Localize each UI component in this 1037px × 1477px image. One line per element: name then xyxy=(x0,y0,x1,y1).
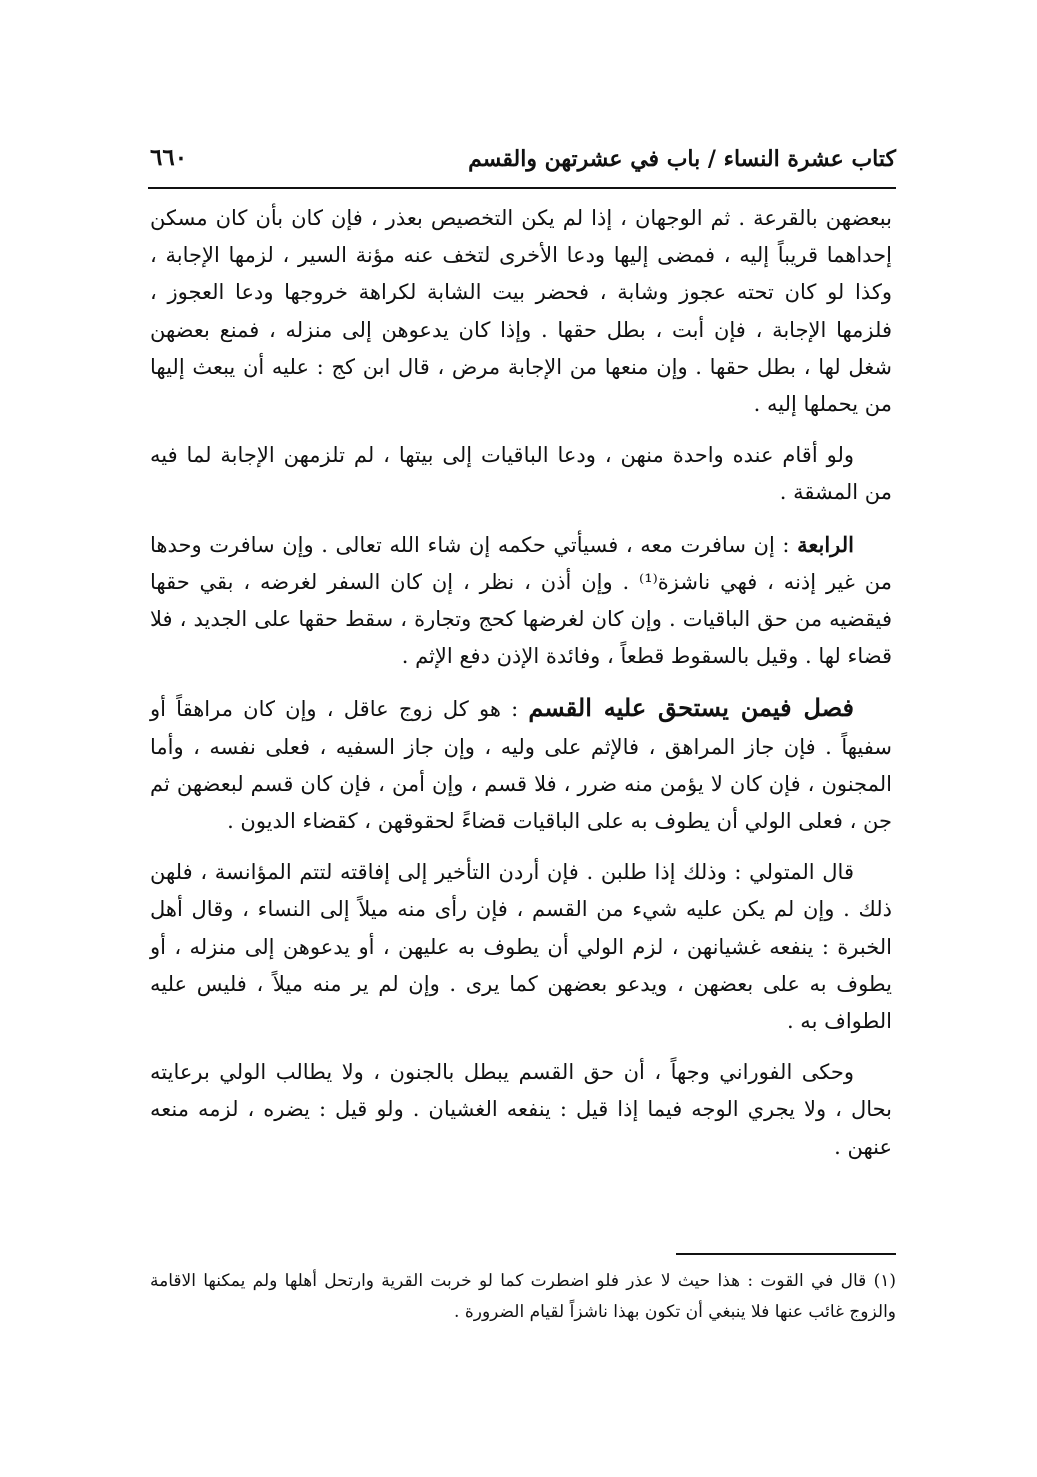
running-header xyxy=(148,140,896,184)
running-title: كتاب عشرة النساء / باب في عشرتهن والقسم xyxy=(468,146,896,172)
paragraph-lead: الرابعة xyxy=(797,531,854,557)
paragraph-text: : هو كل زوج عاقل ، وإن كان مراهقاً أو سفيهاً . فإن جاز المراهق ، فالإثم على وليه ، وإن جاز السفيه ، فعلى نفسه ، وأما المجنون ، فإن كان لا يؤمن منه ضرر ، فلا قسم ، وإن أمن ، فإن كان قسم لبعضهن ثم جن ، فعلى الولي أن يطوف به على الباقيات قضاءً لحقوقهن ، كقضاء الديون . xyxy=(150,697,892,834)
page-number: ٦٦٠ xyxy=(150,144,188,171)
section-heading-paragraph xyxy=(150,689,892,840)
paragraph-text: ببعضهن بالقرعة . ثم الوجهان ، إذا لم يكن التخصيص بعذر ، فإن كان بأن كان مسكن إحداهما قريباً إليه ، فمضى إليها ودعا الأخرى لتخف عنه مؤنة السير ، لزمها الإجابة ، وكذا لو كان تحته عجوز وشابة ، فحضر بيت الشابة لكراهة خروجها ودعا العجوز ، فلزمها الإجابة ، فإن أبت ، بطل حقها . وإذا كان يدعوهن إلى منزله ، فمنع بعضهن شغل لها ، بطل حقها . وإن منعها من الإجابة مرض ، قال ابن كج : عليه أن يبعث إليها من يحملها إليه . xyxy=(150,206,892,417)
paragraph-text: : إن سافرت معه ، فسيأتي حكمه إن شاء الله تعالى . وإن سافرت وحدها من غير إذنه ، فهي ناشزة⁽¹⁾ . وإن أذن ، نظر ، إن كان السفر لغرضه ، بقي حقها فيقضيه من حق الباقيات . وإن كان لغرضها كحج وتجارة ، سقط حقها على الجديد ، فلا قضاء لها . وقيل بالسقوط قطعاً ، وفائدة الإذن دفع الإثم . xyxy=(150,532,892,669)
footnote-rule xyxy=(676,1253,896,1255)
footnote xyxy=(150,1266,896,1328)
paragraph-text: وحكى الفوراني وجهاً ، أن حق القسم يبطل بالجنون ، ولا يطالب الولي برعايته بحال ، ولا يجري الوجه فيما إذا قيل : ينفعه الغشيان . ولو قيل : يضره ، لزمه منعه عنهن . xyxy=(150,1060,892,1159)
paragraph-3 xyxy=(150,526,892,676)
header-rule xyxy=(148,187,896,189)
footnote-text: (١) قال في القوت : هذا حيث لا عذر فلو اضطرت كما لو خربت القرية وارتحل أهلها ولم يمكنها الاقامة والزوج غائب عنها فلا ينبغي أن تكون بهذا ناشزاً لقيام الضرورة . xyxy=(150,1271,896,1322)
paragraph-1 xyxy=(150,200,892,423)
paragraph-5 xyxy=(150,854,892,1040)
paragraph-2 xyxy=(150,437,892,511)
body-text xyxy=(150,200,892,1180)
paragraph-text: ولو أقام عنده واحدة منهن ، ودعا الباقيات إلى بيتها ، لم تلزمهن الإجابة لما فيه من المشقة . xyxy=(150,443,892,505)
paragraph-6 xyxy=(150,1054,892,1166)
section-heading: فصل فيمن يستحق عليه القسم xyxy=(528,693,854,723)
paragraph-text: قال المتولي : وذلك إذا طلبن . فإن أردن التأخير إلى إفاقته لتتم المؤانسة ، فلهن ذلك . وإن لم يكن عليه شيء من القسم ، فإن رأى منه ميلاً إلى النساء ، وقال أهل الخبرة : ينفعه غشيانهن ، لزم الولي أن يطوف به عليهن ، أو يدعوهن إلى منزله ، أو يطوف به على بعضهن ، ويدعو بعضهن كما يرى . وإن لم ير منه ميلاً ، فليس عليه الطواف به . xyxy=(150,860,892,1034)
